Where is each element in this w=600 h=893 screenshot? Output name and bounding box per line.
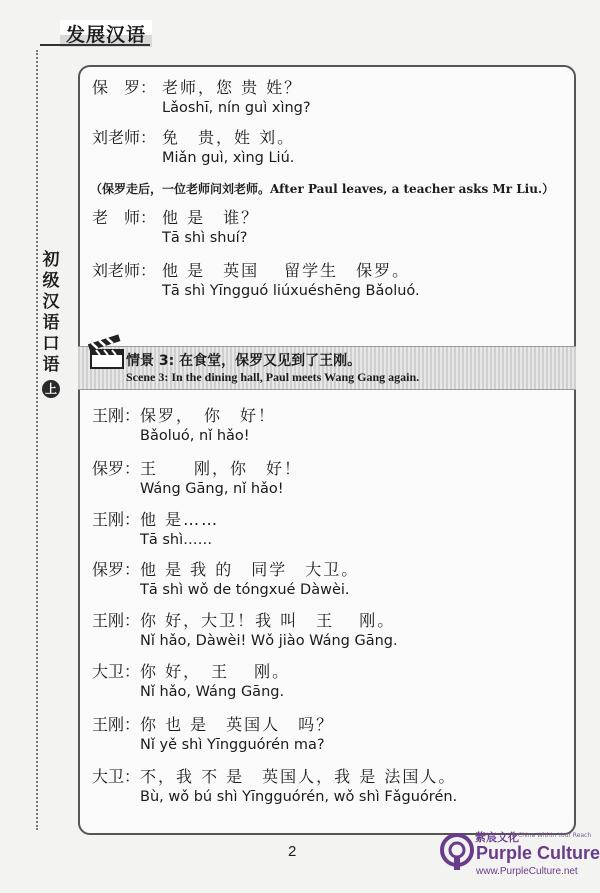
speaker-label: 保 罗：	[92, 78, 157, 97]
stage-note: （保罗走后，一位老师问刘老师。After Paul leaves, a teacher asks Mr Liu.）	[90, 182, 555, 196]
dialog-pinyin: Nǐ hǎo, Dàwèi! Wǒ jiào Wáng Gāng.	[140, 633, 398, 649]
speaker-label: 保罗：	[92, 459, 141, 478]
speaker-label: 大卫：	[92, 662, 141, 681]
dialog-pinyin: Bù, wǒ bú shì Yīngguórén, wǒ shì Fǎguórén.	[140, 789, 458, 805]
dialog-chinese: 你 好， 王 刚。	[140, 662, 291, 681]
speaker-label: 王刚：	[92, 406, 141, 425]
side-tab-char: 初	[42, 250, 60, 270]
speaker-label: 王刚：	[92, 611, 141, 630]
purple-culture-logo-icon	[440, 828, 474, 872]
dialog-chinese: 你 也 是 英国人 吗？	[140, 715, 335, 734]
dialog-chinese: 你 好，大卫！我 叫 王 刚。	[140, 611, 396, 630]
dialog-chinese: 他 是 英国 留学生 保罗。	[162, 261, 411, 280]
watermark-url: www.PurpleCulture.net	[476, 866, 578, 877]
volume-badge: 上	[42, 380, 60, 398]
dialog-chinese: 不，我 不 是 英国人，我 是 法国人。	[140, 767, 457, 786]
side-tab-char: 语	[42, 355, 60, 375]
dialog-chinese: 他 是……	[140, 510, 220, 529]
page-number: 2	[288, 843, 297, 860]
watermark-brand: Purple Culture	[476, 843, 600, 863]
book-title: 发展汉语	[60, 20, 152, 47]
clapperboard-icon	[88, 330, 124, 370]
dialog-pinyin: Nǐ yě shì Yīngguórén ma?	[140, 737, 325, 753]
speaker-label: 保罗：	[92, 560, 141, 579]
dialog-chinese: 免 贵，姓 刘。	[162, 128, 296, 147]
dialog-pinyin: Miǎn guì, xìng Liú.	[162, 150, 295, 166]
dialog-pinyin: Tā shì……	[140, 532, 213, 548]
dialog-pinyin: Tā shì wǒ de tóngxué Dàwèi.	[140, 582, 350, 598]
speaker-label: 王刚：	[92, 715, 141, 734]
watermark-chinese: 紫宸文化	[475, 831, 519, 844]
side-tab-char: 汉	[42, 292, 60, 312]
speaker-label: 刘老师：	[92, 128, 157, 147]
dialog-chinese: 王 刚，你 好！	[140, 459, 303, 478]
dialog-pinyin: Wáng Gāng, nǐ hǎo!	[140, 481, 284, 497]
speaker-label: 王刚：	[92, 510, 141, 529]
side-tab	[38, 250, 64, 399]
speaker-label: 大卫：	[92, 767, 141, 786]
dialog-chinese: 保罗， 你 好！	[140, 406, 277, 425]
speaker-label: 刘老师：	[92, 261, 157, 280]
scene-title-english: Scene 3: In the dining hall, Paul meets Wang Gang again.	[126, 370, 420, 384]
scene-title-chinese: 情景 3: 在食堂，保罗又见到了王刚。	[126, 353, 362, 369]
dialog-pinyin: Bǎoluó, nǐ hǎo!	[140, 428, 250, 444]
dialog-chinese: 他 是 我 的 同学 大卫。	[140, 560, 360, 579]
dialog-chinese: 老师，您 贵 姓？	[162, 78, 303, 97]
margin-dotted-line	[36, 50, 38, 830]
side-tab-char: 口	[42, 334, 60, 354]
dialog-pinyin: Tā shì Yīngguó liúxuéshēng Bǎoluó.	[162, 283, 420, 299]
dialog-chinese: 他 是 谁？	[162, 208, 260, 227]
dialog-pinyin: Tā shì shuí?	[162, 230, 248, 246]
side-tab-char: 语	[42, 313, 60, 333]
speaker-label: 老 师：	[92, 208, 157, 227]
watermark-tagline: A China Within Your Reach	[512, 832, 592, 839]
dialog-pinyin: Nǐ hǎo, Wáng Gāng.	[140, 684, 285, 700]
header-rule	[40, 44, 150, 46]
side-tab-char: 级	[42, 271, 60, 291]
dialog-pinyin: Lǎoshī, nín guì xìng?	[162, 100, 311, 116]
